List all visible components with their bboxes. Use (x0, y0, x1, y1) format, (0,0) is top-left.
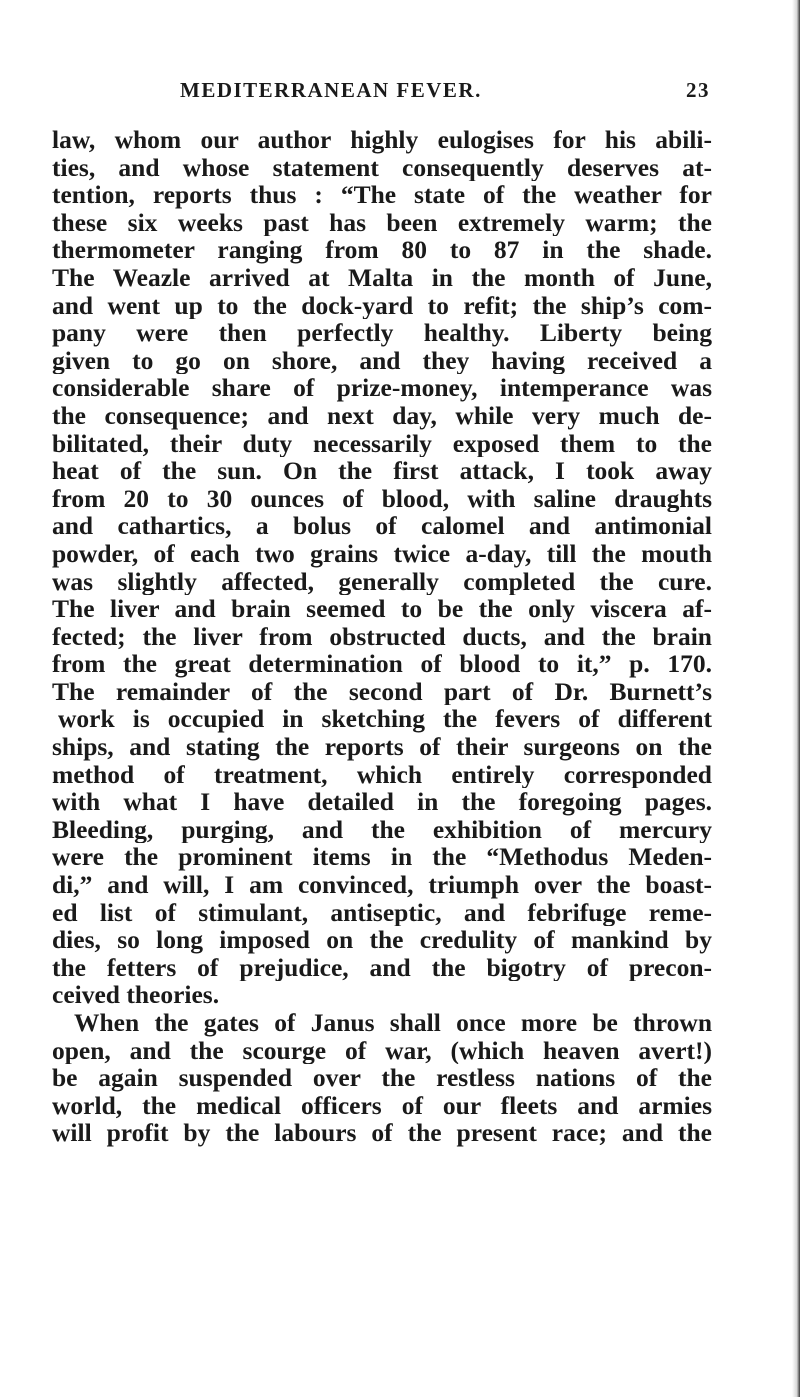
text-line: The Weazle arrived at Malta in the month of June, (52, 263, 712, 292)
text-line: the consequence; and next day, while very much de- (52, 401, 712, 430)
text-line: pany were then perfectly healthy. Liberty being (52, 319, 712, 347)
text-line: ed list of stimulant, antiseptic, and febrifuge reme- (52, 898, 712, 927)
page-edge (792, 0, 800, 1397)
text-line: heat of the sun. On the first attack, I took away (52, 457, 712, 485)
text-line: fected; the liver from obstructed ducts, and the brain (52, 622, 712, 651)
text-line: Bleeding, purging, and the exhibition of mercury (52, 815, 712, 844)
text-line: thermometer ranging from 80 to 87 in the shade. (52, 236, 712, 264)
text-line: The remainder of the second part of Dr. Burnett’s (52, 677, 712, 706)
text-line: powder, of each two grains twice a-day, till the mouth (52, 539, 712, 568)
text-line: these six weeks past has been extremely warm; the (52, 208, 712, 237)
text-line: given to go on shore, and they having received a (52, 346, 712, 375)
text-line: di,” and will, I am convinced, triumph over the boast- (52, 871, 712, 899)
text-line: will profit by the labours of the present race; and the (52, 1119, 712, 1147)
text-line: law, whom our author highly eulogises for his abili- (52, 126, 712, 154)
text-line: with what I have detailed in the foregoing pages. (52, 788, 712, 816)
text-line: the fetters of prejudice, and the bigotry of precon- (52, 953, 712, 982)
text-line: work is occupied in sketching the fevers of different (58, 705, 712, 734)
running-title: MEDITERRANEAN FEVER. (180, 78, 482, 102)
page-header (180, 78, 710, 108)
text-line: bilitated, their duty necessarily exposed them to the (52, 429, 712, 458)
text-line: open, and the scourge of war, (which heaven avert!) (52, 1036, 712, 1065)
text-line: considerable share of prize-money, intemperance was (52, 374, 712, 402)
text-line: When the gates of Janus shall once more be thrown (74, 1009, 712, 1037)
text-line: dies, so long imposed on the credulity of mankind by (52, 926, 712, 954)
text-line: and went up to the dock-yard to refit; the ship’s com- (52, 291, 712, 320)
page-number: 23 (686, 78, 710, 102)
text-line: be again suspended over the restless nations of the (52, 1064, 712, 1092)
text-line: from 20 to 30 ounces of blood, with saline draughts (52, 484, 712, 513)
text-line: ceived theories. (52, 981, 220, 1009)
text-line: was slightly affected, generally completed the cure. (52, 567, 712, 596)
text-line: world, the medical officers of our fleets and armies (52, 1091, 712, 1120)
text-line: were the prominent items in the “Methodus Meden- (52, 843, 712, 872)
text-line: The liver and brain seemed to be the only viscera af- (52, 595, 712, 623)
text-line: ties, and whose statement consequently deserves at- (52, 153, 712, 182)
text-line: tention, reports thus : “The state of the weather for (52, 181, 712, 209)
body-text (52, 126, 712, 1147)
text-line: and cathartics, a bolus of calomel and antimonial (52, 512, 712, 540)
text-line: ships, and stating the reports of their surgeons on the (52, 733, 712, 761)
text-line: from the great determination of blood to it,” p. 170. (52, 650, 712, 678)
text-line: method of treatment, which entirely corresponded (52, 760, 712, 789)
